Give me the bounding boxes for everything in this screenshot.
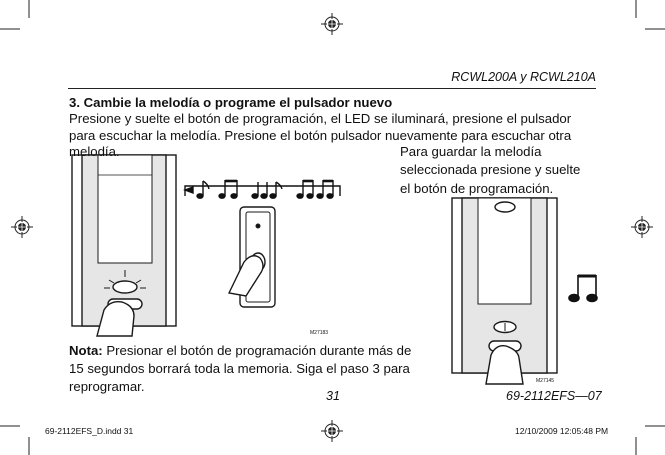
figure-code-left: M27183	[310, 330, 329, 336]
note-section	[69, 342, 434, 395]
model-header: RCWL200A y RCWL210A	[451, 70, 596, 84]
side-text-line: el botón de programación.	[400, 180, 554, 196]
step-body-line: Presione y suelte el botón de programación, el LED se iluminará, presione el pulsador	[69, 111, 572, 127]
step-title: 3. Cambie la melodía o programe el pulsador nuevo	[69, 95, 393, 110]
melody-notes-icon	[185, 180, 340, 198]
figure-code-right: M27145	[536, 378, 555, 384]
note-line: 15 segundos borrará toda la memoria. Siga el paso 3 para	[69, 360, 410, 376]
chime-unit-left	[72, 155, 176, 326]
page-number: 31	[326, 389, 340, 403]
header-rule	[68, 88, 596, 89]
double-note-icon	[569, 275, 597, 302]
registration-mark-bottom	[321, 420, 343, 442]
note-line: reprogramar.	[69, 378, 145, 394]
print-date: 12/10/2009 12:05:48 PM	[515, 426, 609, 436]
note-label: Nota:	[69, 343, 103, 358]
note-line: Presionar el botón de programación durante más de	[102, 343, 412, 358]
save-melody-text	[400, 143, 600, 198]
file-slug: 69-2112EFS_D.indd 31	[45, 426, 134, 436]
side-text-line: Para guardar la melodía	[400, 144, 542, 159]
step-body-line: para escuchar la melodía. Presione el botón pulsador nuevamente para escuchar otra	[69, 127, 572, 143]
side-text-line: seleccionada presione y suelte	[400, 162, 581, 178]
document-number: 69-2112EFS—07	[506, 389, 602, 403]
step-body-line: melodía.	[69, 143, 120, 159]
registration-mark-top	[321, 13, 343, 35]
registration-mark-left	[11, 216, 33, 238]
registration-mark-right	[631, 216, 653, 238]
